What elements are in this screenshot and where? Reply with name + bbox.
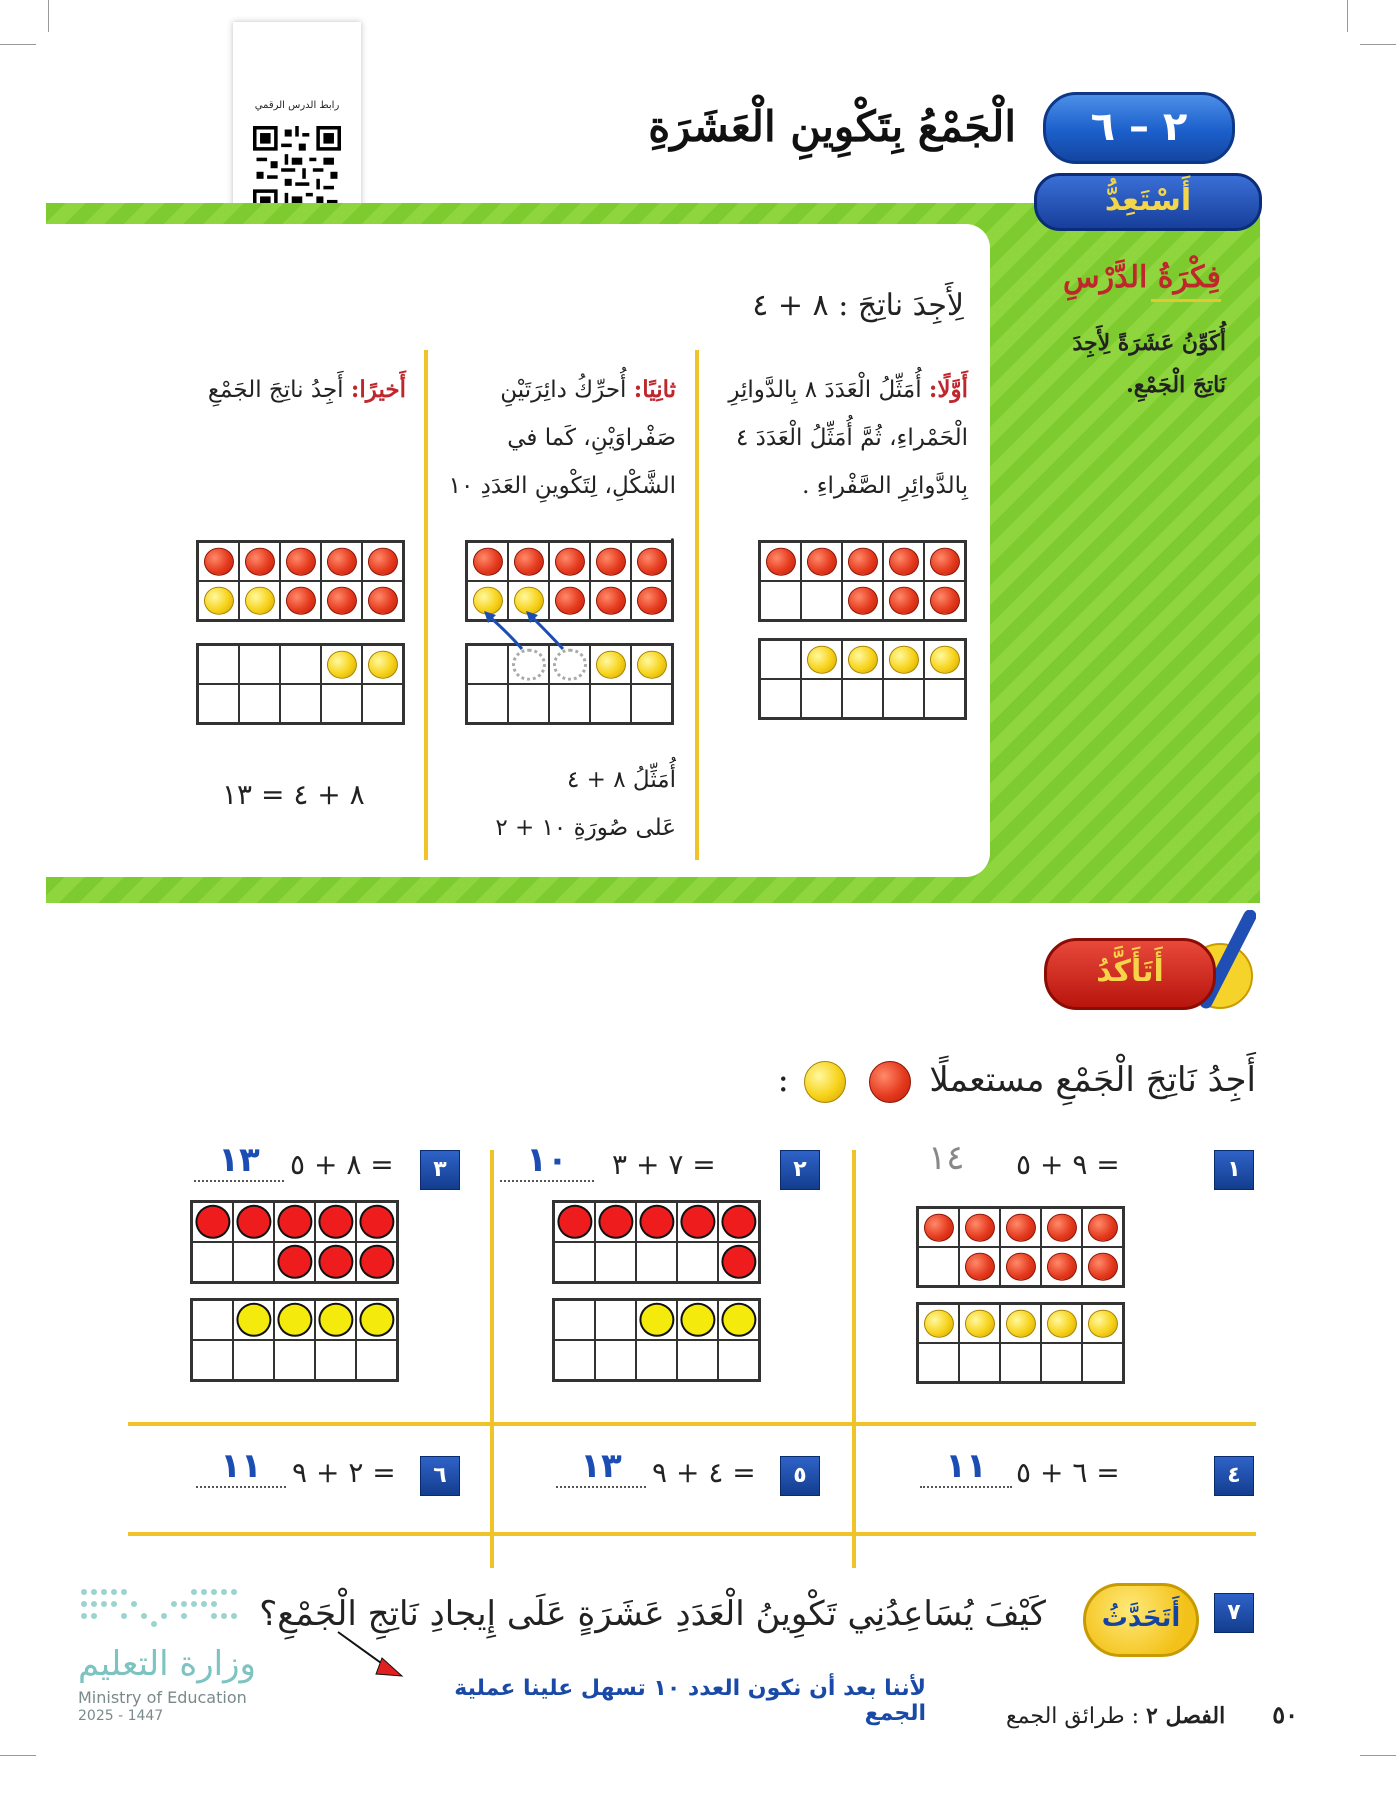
chapter-title: : طرائق الجمع [1005, 1704, 1140, 1729]
move-arrows-icon [470, 605, 580, 655]
check-instruction [777, 1060, 1256, 1103]
exercise-expression: ٢ + ٩ = [292, 1456, 396, 1489]
exercise-divider [852, 1150, 856, 1568]
step-second [440, 366, 676, 558]
ten-frame [758, 540, 967, 622]
exercise-expression: ٨ + ٥ = [290, 1148, 394, 1181]
exercise-number: ٥ [780, 1456, 820, 1496]
exercise-number: ٤ [1214, 1456, 1254, 1496]
arrow-icon [330, 1628, 410, 1680]
column-divider [424, 350, 428, 860]
exercise-expression: ٩ + ٥ = [1016, 1148, 1120, 1181]
prepare-badge: أَسْتَعِدُّ [1034, 173, 1262, 231]
exercise-answer[interactable]: ١١ [920, 1446, 1012, 1488]
step-second-text: أُحرِّكُ دائِرَتَيْنِ صَفْراوَيْنِ، كَما في الشَّكْلِ، لِتَكْوينِ العَدَدِ ١٠ . [448, 377, 676, 547]
crop-mark [1347, 0, 1348, 32]
exercise-answer[interactable]: ١٣ [556, 1446, 646, 1488]
ministry-logo-icon [78, 1584, 248, 1634]
exercise-row-divider [128, 1532, 1256, 1536]
last-equation: ٨ + ٤ = ١٣ [222, 778, 365, 811]
page-footer [1006, 1700, 1298, 1729]
exercise-number: ١ [1214, 1150, 1254, 1190]
crop-mark [1360, 1755, 1396, 1756]
exercise-number: ٧ [1214, 1593, 1254, 1633]
lesson-idea-underline [1151, 299, 1221, 302]
chapter-label: الفصل ٢ [1146, 1703, 1226, 1729]
crop-mark [48, 0, 49, 32]
exercise-number: ٦ [420, 1456, 460, 1496]
ten-frame [552, 1200, 761, 1284]
step-first-text: أُمَثِّلُ الْعَدَدَ ٨ بِالدَّوائِرِ الْحَمْراءِ، ثُمَّ أُمَثِّلُ الْعَدَدَ ٤ بِالدَّوائِرِ الصَّفْراءِ . [728, 377, 968, 499]
ten-frame [916, 1206, 1125, 1288]
ministry-name-english: Ministry of Education [78, 1688, 247, 1707]
column-divider [695, 350, 699, 860]
qr-caption: رابط الدرس الرقمي [254, 100, 340, 111]
qr-code-icon[interactable] [253, 126, 341, 214]
ten-frame [190, 1298, 399, 1382]
check-badge: أَتَأَكَّدُ [1044, 938, 1216, 1010]
step-last-text: أَجِدُ ناتِجَ الجَمْعِ [207, 377, 344, 403]
talk-question: كَيْفَ يُسَاعِدُنِي تَكْوِينُ الْعَدَدِ عَشَرَةٍ عَلَى إِيجادِ نَاتِجِ الْجَمْعِ؟ [259, 1594, 1046, 1634]
talk-answer: لأننا بعد أن نكون العدد ١٠ تسهل علينا عملية الجمع [454, 1676, 926, 1726]
lesson-idea-text: أُكَوِّنُ عَشَرَةً لِأَجِدَ نَاتِجَ الْجَمْعِ. [1072, 330, 1226, 398]
crop-mark [0, 44, 36, 45]
exercise-answer[interactable]: ١٣ [194, 1140, 284, 1182]
exercise-expression: ٦ + ٥ = [1016, 1456, 1120, 1489]
lesson-idea-title: فِكْرَةُ الدَّرْسِ [1063, 260, 1221, 295]
step-second-label: ثانِيًا: [633, 376, 676, 403]
second-eq-line-2: عَلى صُورَةِ ١٠ + ٢ [495, 815, 676, 841]
exercise-row-divider [128, 1422, 1256, 1426]
explore-problem: لِأَجِدَ ناتِجَ : ٨ + ٤ [752, 288, 964, 323]
step-second-equation [440, 756, 676, 852]
instruction-colon: : [777, 1060, 789, 1100]
ten-frame [916, 1302, 1125, 1384]
crop-mark [1360, 44, 1396, 45]
ministry-year: 2025 - 1447 [78, 1708, 164, 1724]
step-last [160, 366, 406, 414]
exercise-answer[interactable]: ١٠ [500, 1140, 594, 1182]
page-number: ٥٠ [1272, 1700, 1298, 1729]
lesson-number-badge: ٢ – ٦ [1043, 92, 1235, 164]
exercise-expression: ٤ + ٩ = [652, 1456, 756, 1489]
ten-frame [196, 540, 405, 622]
ten-frame [196, 643, 405, 725]
yellow-counter-icon [804, 1061, 846, 1103]
exercise-expression: ٧ + ٣ = [612, 1148, 716, 1181]
step-last-label: أَخيرًا: [350, 376, 406, 403]
step-first [718, 366, 968, 510]
second-eq-line-1: أُمَثِّلُ ٨ + ٤ [566, 767, 676, 793]
exercise-divider [490, 1150, 494, 1568]
instruction-text: أَجِدُ نَاتِجَ الْجَمْعِ مستعملًا [929, 1060, 1256, 1100]
ten-frame [552, 1298, 761, 1382]
crop-mark [0, 1755, 36, 1756]
ten-frame [465, 643, 674, 725]
step-first-label: أَوَّلًا: [928, 376, 968, 403]
talk-badge: أَتَحَدَّثُ [1083, 1583, 1199, 1657]
ministry-name-arabic: وزارة التعليم [78, 1644, 256, 1684]
exercise-answer[interactable]: ١٤ [928, 1138, 965, 1178]
exercise-number: ٣ [420, 1150, 460, 1190]
lesson-title: الْجَمْعُ بِتَكْوِينِ الْعَشَرَةِ [648, 102, 1016, 151]
ten-frame [758, 638, 967, 720]
ten-frame [190, 1200, 399, 1284]
exercise-answer[interactable]: ١١ [196, 1446, 286, 1488]
exercise-number: ٢ [780, 1150, 820, 1190]
red-counter-icon [869, 1061, 911, 1103]
